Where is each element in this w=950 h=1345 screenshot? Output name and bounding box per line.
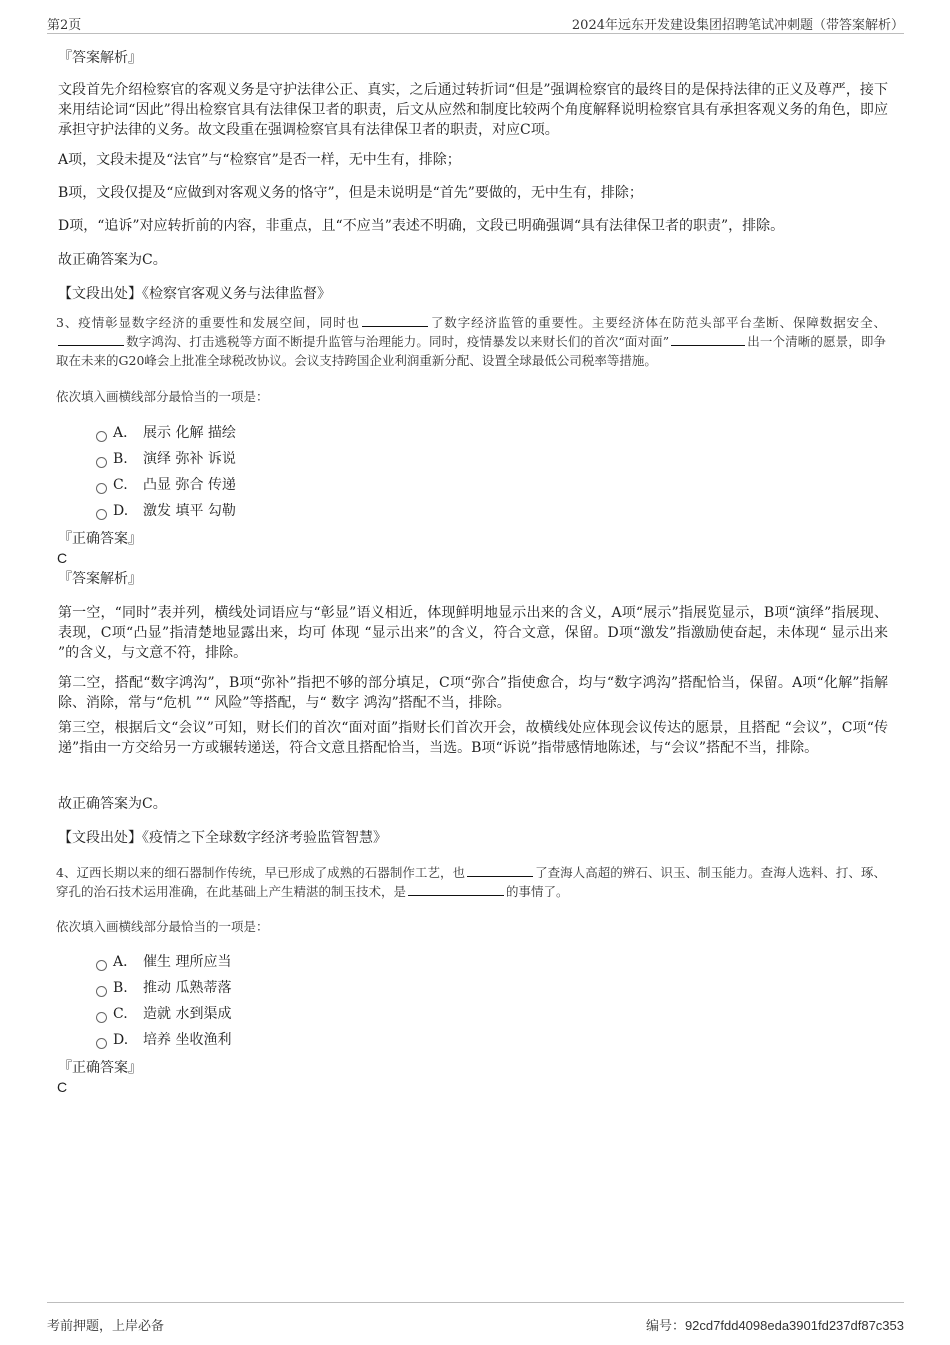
code-value: 92cd7fdd4098eda3901fd237df87c353 [684,1318,904,1333]
q4-option-b[interactable]: B. 推动 瓜熟蒂落 [96,979,231,997]
analysis-text: 文段首先介绍检察官的客观义务是守护法律公正、真实，之后通过转折词“但是”强调检察官的最终目的是保持法律的正义及尊严，接下来用结论词“因此”得出检察官具有法律保卫者的职责，后文从应然和制度比较两个角度解释说明检察官具有承担客观义务的角色，即应承担守护法律的义务。故文段重在强调检察官具有法律保卫者的职责，对应C项。 [58,82,888,138]
radio-icon[interactable] [96,1038,107,1049]
correct-answer-label: 『正确答案』 [58,1060,142,1076]
analysis-paragraph-2: 第二空，搭配“数字鸿沟”，B项“弥补”指把不够的部分填足，C项“弥合”指使愈合，均与“数字鸿沟”搭配恰当，保留。A项“化解”指解除、消除，常与“危机 ”“ 风险”等搭配，与“ 数字 鸿沟”搭配不当，排除。 [58,675,888,711]
radio-icon[interactable] [96,509,107,520]
source-citation: 【文段出处】《检察官客观义务与法律监督》 [58,286,331,302]
conclusion: 故正确答案为C。 [58,796,167,812]
fill-blank-2 [408,884,504,896]
conclusion: 故正确答案为C。 [58,252,167,268]
document-title: 2024年远东开发建设集团招聘笔试冲刺题（带答案解析） [571,18,904,33]
question-3-instruction: 依次填入画横线部分最恰当的一项是： [56,389,269,404]
radio-icon[interactable] [96,431,107,442]
analysis-paragraph-1: 第一空，“同时”表并列，横线处词语应与“彰显”语义相近，体现鲜明地显示出来的含义，A项“展示”指展览显示，B项“演绎”指展现、表现，C项“凸显”指清楚地显露出来，均可 体现 “显示出来”的含义，符合文意，保留。D项“激发”指激励使奋起，未体现“ 显示出来 ”的含义，与文意不符，排除。 [58,605,888,661]
q4-option-a[interactable]: A． 催生 理所应当 [96,953,231,971]
code-label: 编号： [645,1318,685,1333]
fill-blank-1 [467,865,533,877]
page-header [47,12,904,34]
fill-blank-3 [671,334,745,346]
analysis-paragraph-3: 第三空，根据后文“会议”可知，财长们的首次“面对面”指财长们首次开会，故横线处应体现会议传达的愿景，且搭配 “会议”，C项“传递”指由一方交给另一方或辗转递送，符合文意且搭配恰当，当选。B项“诉说”指带感情地陈述，与“会议”搭配不当，排除。 [58,720,888,756]
option-b-note: B项，文段仅提及“应做到对客观义务的恪守”，但是未说明是“首先”要做的，无中生有，排除； [58,185,643,201]
radio-icon[interactable] [96,483,107,494]
q4-option-c[interactable]: C. 造就 水到渠成 [96,1005,231,1023]
radio-icon[interactable] [96,960,107,971]
q4-option-d[interactable]: D. 培养 坐收渔利 [96,1031,231,1049]
correct-answer: C [57,550,68,566]
q3-option-c[interactable]: C. 凸显 弥合 传递 [96,476,236,494]
q3-option-a[interactable]: A． 展示 化解 描绘 [96,424,236,442]
analysis-label: 『答案解析』 [58,571,142,587]
analysis-label: 『答案解析』 [58,50,142,66]
fill-blank-2 [58,334,124,346]
document-code [646,1315,904,1334]
radio-icon[interactable] [96,457,107,468]
radio-icon[interactable] [96,986,107,997]
q3-option-b[interactable]: B. 演绎 弥补 诉说 [96,450,236,468]
fill-blank-1 [362,315,428,327]
question-4-instruction: 依次填入画横线部分最恰当的一项是： [56,919,269,934]
source-citation: 【文段出处】《疫情之下全球数字经济考验监管智慧》 [58,830,387,846]
option-a-note: A项，文段未提及“法官”与“检察官”是否一样，无中生有，排除； [58,152,461,168]
question-4-stem: 4、辽西长期以来的细石器制作传统，早已形成了成熟的石器制作工艺，也 了查海人高超的辨石、识玉、制玉能力。查海人选料、打、琢、穿孔的治石技术运用准确，在此基础上产生精湛的制玉技术，是 的事情了。 [56,865,886,899]
footer-slogan: 考前押题，上岸必备 [47,1319,165,1334]
correct-answer-label: 『正确答案』 [58,531,142,547]
question-3-stem: 3、疫情彰显数字经济的重要性和发展空间，同时也 了数字经济监管的重要性。主要经济体在防范头部平台垄断、保障数据安全、数字鸿沟、打击逃税等方面不断提升监管与治理能力。同时，疫情暴发以来财长们的首次“面对面” 出一个清晰的愿景，即争取在未来的G20峰会上批准全球税改协议。会议支持跨国企业利润重新分配、设置全球最低公司税率等措施。 [56,315,886,368]
page-number: 第2页 [47,18,82,33]
page-footer [47,1302,904,1338]
q3-option-d[interactable]: D. 激发 填平 勾勒 [96,502,236,520]
radio-icon[interactable] [96,1012,107,1023]
option-d-note: D项，“追诉”对应转折前的内容，非重点，且“不应当”表述不明确，文段已明确强调“具有法律保卫者的职责”，排除。 [58,218,785,234]
correct-answer: C [57,1079,68,1095]
